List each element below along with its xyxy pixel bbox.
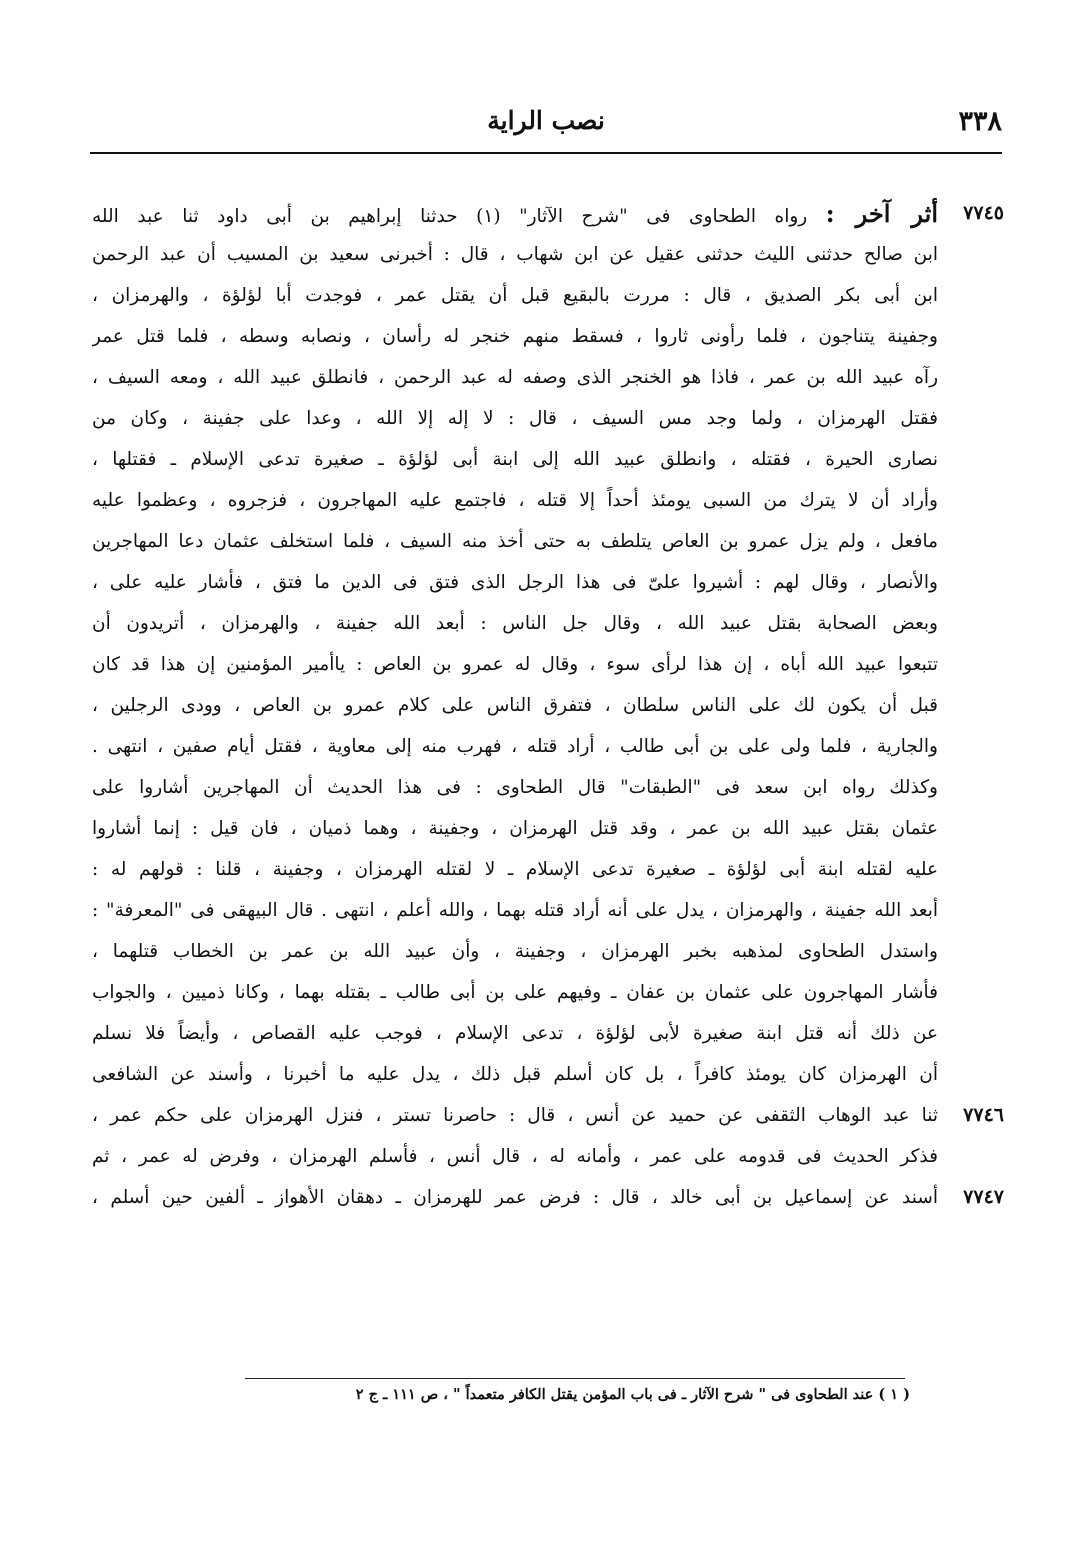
line-text: رآه عبيد الله بن عمر ، فاذا هو الخنجر الذى وصفه له عبد الرحمن ، فانطلق عبيد الله ، ومعه السيف ، <box>92 367 938 388</box>
line-text: ابن صالح حدثنى الليث حدثنى عقيل عن ابن شهاب ، قال : أخبرنى سعيد بن المسيب أن عبد الرحمن <box>92 244 938 265</box>
line-text: أن الهرمزان كان يومئذ كافراً ، بل كان أسلم قبل ذلك ، يدل عليه ما أخبرنا ، وأسند عن الشافعى <box>92 1064 938 1085</box>
line-text: مافعل ، ولم يزل عمرو بن العاص يتلطف به حتى أخذ منه السيف ، فلما استخلف عثمان دعا المهاجرين <box>92 531 938 552</box>
page-header <box>90 100 1002 158</box>
text-line <box>92 193 1004 234</box>
line-text: وبعض الصحابة بقتل عبيد الله ، وقال جل الناس : أبعد الله جفينة ، والهرمزان ، أتريدون أن <box>92 613 938 634</box>
text-line <box>92 275 1004 316</box>
text-line <box>92 849 1004 890</box>
line-text: رواه الطحاوى فى "شرح الآثار" (١) حدثنا إبراهيم بن أبى داود ثنا عبد الله <box>92 206 808 227</box>
line-text: أبعد الله جفينة ، والهرمزان ، يدل على أنه أراد قتله بهما ، والله أعلم ، انتهى . قال البيهقى فى "المعرفة" : <box>92 900 938 921</box>
line-text: عثمان بقتل عبيد الله بن عمر ، وقد قتل الهرمزان ، وجفينة ، وهما ذميان ، فان قيل : إنما أشاروا <box>92 818 938 839</box>
line-text: ابن أبى بكر الصديق ، قال : مررت بالبقيع قبل أن يقتل عمر ، فوجدت أبا لؤلؤة ، والهرمزان ، <box>92 285 938 306</box>
text-line <box>92 644 1004 685</box>
line-text: قبل أن يكون لك على الناس سلطان ، فتفرق الناس على كلام عمرو بن العاص ، وودى الرجلين ، <box>92 695 938 716</box>
header-rule <box>90 152 1002 154</box>
line-text: عن ذلك أنه قتل ابنة صغيرة لأبى لؤلؤة ، تدعى الإسلام ، فوجب عليه القصاص ، وأيضاً فلا نسلم <box>92 1023 938 1044</box>
text-line <box>92 1136 1004 1177</box>
entry-number: ٧٧٤٧ <box>963 1186 1004 1208</box>
line-text: واستدل الطحاوى لمذهبه بخبر الهرمزان ، وجفينة ، وأن عبيد الله بن عمر بن الخطاب قتلهما ، <box>92 941 938 962</box>
body-text <box>92 193 1004 1218</box>
line-text: فذكر الحديث فى قدومه على عمر ، وأمانه له ، قال أنس ، فأسلم الهرمزان ، وفرض له عمر ، ثم <box>92 1146 938 1167</box>
text-line <box>92 562 1004 603</box>
text-line <box>92 357 1004 398</box>
line-text: والأنصار ، وقال لهم : أشيروا علىّ فى هذا الرجل الذى فتق فى الدين ما فتق ، فأشار عليه على ، <box>92 572 938 593</box>
text-line <box>92 890 1004 931</box>
text-line <box>92 931 1004 972</box>
text-line <box>92 1177 1004 1218</box>
text-line <box>92 767 1004 808</box>
line-text: تتبعوا عبيد الله أباه ، إن هذا لرأى سوء ، وقال له عمرو بن العاص : ياأمير المؤمنين إن هذا قد كان <box>92 654 938 675</box>
text-line <box>92 398 1004 439</box>
text-line <box>92 972 1004 1013</box>
text-line <box>92 1054 1004 1095</box>
text-line <box>92 521 1004 562</box>
entry-lead: أثر آخر : <box>825 199 939 228</box>
line-text: أسند عن إسماعيل بن أبى خالد ، قال : فرض عمر للهرمزان ـ دهقان الأهواز ـ ألفين حين أسلم ، <box>92 1187 938 1208</box>
line-text: فقتل الهرمزان ، ولما وجد مس السيف ، قال : لا إله إلا الله ، وعدا على جفينة ، وكان من <box>92 408 938 429</box>
page-number: ٣٣٨ <box>958 106 1002 137</box>
running-title: نصب الراية <box>487 106 605 135</box>
text-line <box>92 439 1004 480</box>
line-text: نصارى الحيرة ، فقتله ، وانطلق عبيد الله إلى ابنة أبى لؤلؤة ـ صغيرة تدعى الإسلام ـ فقتلها ، <box>92 449 938 470</box>
entry-number: ٧٧٤٦ <box>963 1104 1004 1126</box>
line-text: عليه لقتله ابنة أبى لؤلؤة ـ صغيرة تدعى الإسلام ـ لا لقتله الهرمزان ، وجفينة ، قلنا : قولهم له : <box>92 859 938 880</box>
footnote: ( ١ ) عند الطحاوى فى " شرح الآثار ـ فى باب المؤمن يقتل الكافر متعمداً " ، ص ١١١ ـ ج ٢ <box>355 1386 910 1403</box>
line-text: فأشار المهاجرون على عثمان بن عفان ـ وفيهم على بن أبى طالب ـ بقتله بهما ، وكانا ذميين ، والجواب <box>92 982 938 1003</box>
text-line <box>92 685 1004 726</box>
text-line <box>92 234 1004 275</box>
text-line <box>92 726 1004 767</box>
footnote-rule <box>245 1378 905 1379</box>
line-text: وكذلك رواه ابن سعد فى "الطبقات" قال الطحاوى : فى هذا الحديث أن المهاجرين أشاروا على <box>92 777 938 798</box>
text-line <box>92 1013 1004 1054</box>
line-text: وأراد أن لا يترك من السبى يومئذ أحداً إلا قتله ، فاجتمع عليه المهاجرون ، فزجروه ، وعظموا عليه <box>92 490 938 511</box>
text-line <box>92 603 1004 644</box>
line-text: وجفينة يتناجون ، فلما رأونى ثاروا ، فسقط منهم خنجر له رأسان ، ونصابه وسطه ، فلما قتل عمر <box>92 326 938 347</box>
text-line <box>92 808 1004 849</box>
entry-number: ٧٧٤٥ <box>963 202 1004 224</box>
line-text: والجارية ، فلما ولى على بن أبى طالب ، أراد قتله ، فهرب منه إلى معاوية ، فقتل أيام صفين ، انتهى . <box>92 736 938 757</box>
text-line <box>92 316 1004 357</box>
text-line <box>92 1095 1004 1136</box>
text-line <box>92 480 1004 521</box>
line-text: ثنا عبد الوهاب الثقفى عن حميد عن أنس ، قال : حاصرنا تستر ، فنزل الهرمزان على حكم عمر ، <box>92 1105 938 1126</box>
